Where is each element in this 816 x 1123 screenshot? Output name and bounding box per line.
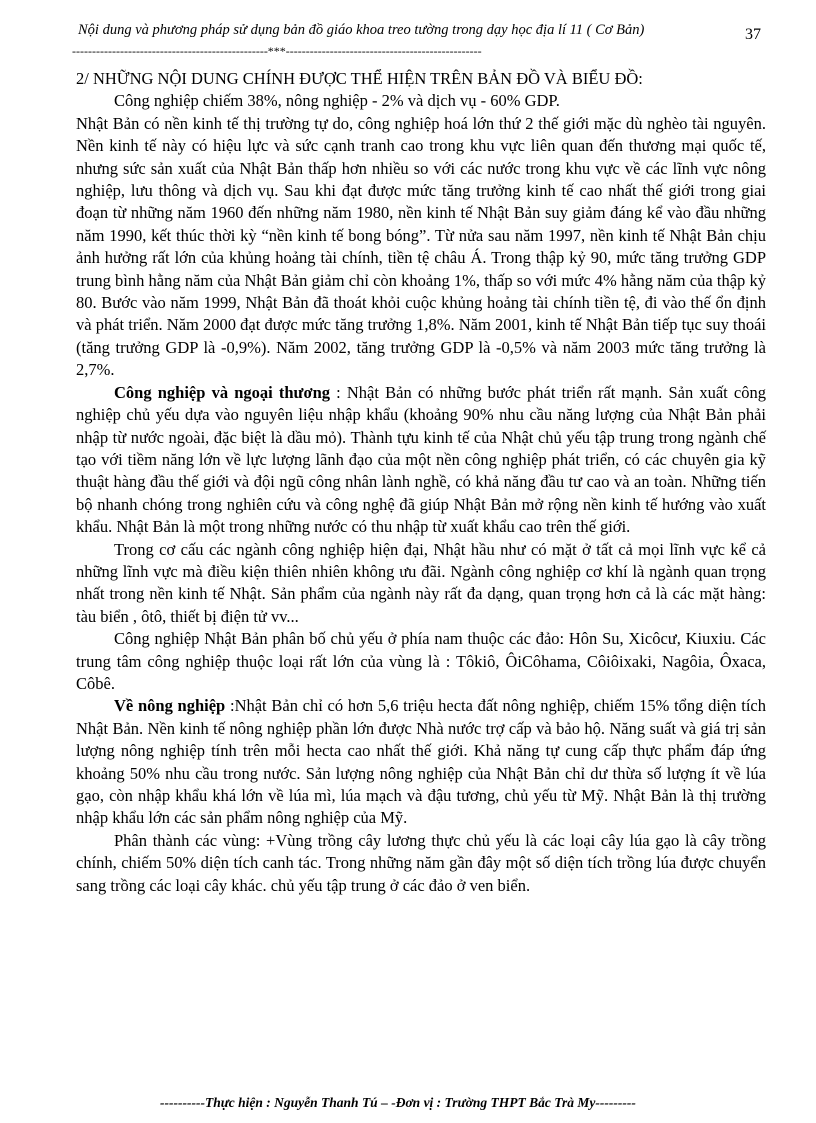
paragraph-agriculture — [76, 695, 766, 829]
header-separator: -------------------------------------------------***------------------------------------------------- — [72, 44, 482, 58]
paragraph-industry-trade — [76, 382, 766, 539]
paragraph-economy-overview: Nhật Bản có nền kinh tế thị trường tự do, công nghiệp hoá lớn thứ 2 thế giới mặc dù nghèo tài nguyên. Nền kinh tế này có hiệu lực và sức cạnh tranh cao trong khu vực liên quan đến thương mại quốc tế, nhưng sức sản xuất của Nhật Bản thấp hơn nhiều so với các nước trong khu vực về các lĩnh vực nông nghiệp, lưu thông và dịch vụ. Sau khi đạt được mức tăng trưởng kinh tế cao nhất thế giới trong giai đoạn từ những năm 1960 đến những năm 1980, nền kinh tế Nhật Bản suy giảm đáng kể vào đầu những năm 1990, kết thúc thời kỳ “nền kinh tế bong bóng”. Từ nửa sau năm 1997, nền kinh tế Nhật Bản chịu ảnh hưởng rất lớn của khủng hoảng tài chính, tiền tệ châu Á. Trong thập kỷ 90, mức tăng trưởng GDP trung bình hằng năm của Nhật Bản giảm chỉ còn khoảng 1%, thấp so với mức 4% hằng năm của thập kỷ 80. Bước vào năm 1999, Nhật Bản đã thoát khỏi cuộc khủng hoảng tài chính tiền tệ, đi vào thế ổn định và phát triển. Năm 2000 đạt được mức tăng trưởng 1,8%. Năm 2001, kinh tế Nhật Bản tiếp tục suy thoái (tăng trưởng GDP là -0,9%). Năm 2002, tăng trưởng GDP là -0,5% và năm 2003 mức tăng trưởng là 2,7%. — [76, 113, 766, 380]
paragraph-regions: Phân thành các vùng: +Vùng trồng cây lương thực chủ yếu là các loại cây lúa gạo là cây trồng chính, chiếm 50% diện tích canh tác. Trong những năm gần đây một số diện tích trồng lúa được chuyển sang trồng các loại cây khác. chủ yếu tập trung ở các đảo ở ven biển. — [76, 830, 766, 895]
paragraph-industry-structure: Trong cơ cấu các ngành công nghiệp hiện đại, Nhật hầu như có mặt ở tất cả mọi lĩnh vực kể cả những lĩnh vực mà điều kiện thiên nhiên không ưu đãi. Ngành công nghiệp cơ khí là ngành quan trọng nhất trong nền kinh tế Nhật. Sản phẩm của ngành này rất đa dạng, quan trọng hơn cả là các mặt hàng: tàu biển , ôtô, thiết bị điện tử vv... — [76, 539, 766, 626]
industry-trade-lead: Công nghiệp và ngoại thương — [114, 382, 331, 402]
page-body — [76, 68, 766, 897]
running-header: Nội dung và phương pháp sử dụng bản đồ giáo khoa treo tường trong dạy học địa lí 11 ( Cơ Bản) — [78, 22, 645, 38]
agriculture-text: :Nhật Bản chỉ có hơn 5,6 triệu hecta đất nông nghiệp, chiếm 15% tổng diện tích Nhật Bản. Nền kinh tế nông nghiệp phần lớn được Nhà nước trợ cấp và bảo hộ. Năng suất và giá trị sản lượng nông nghiệp tính trên mỗi hecta cao nhất thế giới. Khả năng tự cung cấp thực phẩm đáp ứng khoảng 50% nhu cầu trong nước. Sản lượng nông nghiệp của Nhật Bản chỉ dư thừa số lượng ít về lúa gạo, còn nhập khẩu khá lớn về lúa mì, lúa mạch và đậu tương, chủ yếu từ Mỹ. Nhật Bản là thị trường nhập khẩu lớn các sản phẩm nông nghiệp của Mỹ. — [76, 696, 767, 828]
section-heading: 2/ NHỮNG NỘI DUNG CHÍNH ĐƯỢC THỂ HIỆN TRÊN BẢN ĐỒ VÀ BIỂU ĐỒ: — [76, 69, 643, 88]
industry-trade-text: : Nhật Bản có những bước phát triển rất mạnh. Sản xuất công nghiệp chủ yếu dựa vào nguyên liệu nhập khẩu (khoảng 90% nhu cầu năng lượng của Nhật Bản phải nhập từ nước ngoài, đặc biệt là dầu mỏ). Thành tựu kinh tế của Nhật chủ yếu tập trung trong ngành chế tạo với tiềm năng lớn về lực lượng lãnh đạo của một nền công nghiệp phát triển, có các chuyên gia kỹ thuật hàng đầu thế giới và đội ngũ công nhân lành nghề, có khả năng đầu tư cao và an toàn. Những tiến bộ nhanh chóng trong nghiên cứu và công nghệ đã giúp Nhật Bản mở rộng nền kinh tế hướng vào xuất khẩu. Nhật Bản là một trong những nước có thu nhập từ xuất khẩu cao trên thế giới. — [76, 382, 766, 537]
paragraph-gdp-structure: Công nghiệp chiếm 38%, nông nghiệp - 2% và dịch vụ - 60% GDP. — [114, 91, 560, 111]
page-number: 37 — [745, 26, 761, 43]
agriculture-lead: Về nông nghiệp — [114, 696, 226, 716]
running-footer: ----------Thực hiện : Nguyễn Thanh Tú – -Đơn vị : Trường THPT Bắc Trà My--------- — [160, 1095, 636, 1110]
paragraph-industry-distribution: Công nghiệp Nhật Bản phân bố chủ yếu ở phía nam thuộc các đảo: Hôn Su, Xicôcư, Kiuxiu. Các trung tâm công nghiệp thuộc loại rất lớn của vùng là : Tôkiô, ÔiCôhama, Côiôixaki, Nagôia, Ôxaca, Côbê. — [76, 629, 766, 693]
